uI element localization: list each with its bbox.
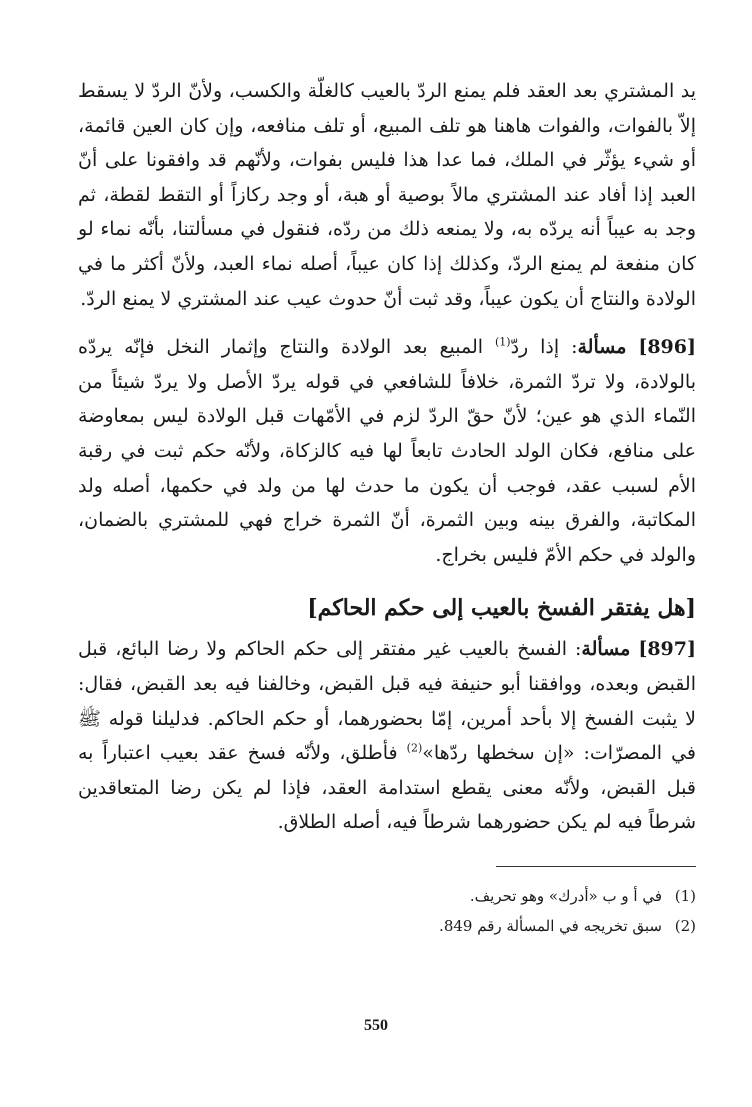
- paragraph-text: المبيع بعد الولادة والنتاج وإثمار النخل فإنّه يردّه بالولادة، ولا تردّ الثمرة، خلافاً للشافعي في قوله يردّ الأصل ولا يردّ شيئاً من النّماء الذي هو عين؛ لأنّ حقّ الردّ لزم في الأمّهات قبل الولادة ليس بمعاوضة على منافع، فكان الولد الحادث تابعاً لها فيه كالزكاة، ولأنّه حكم ثبت في رقبة الأم لسبب عقد، فوجب أن يكون ما حدث لها من ولد في حكمها، أصله ولد المكاتبة، والفرق بينه وبين الثمرة، أنّ الثمرة خراج فهي للمشتري بالضمان، والولد في حكم الأمّ فليس بخراج.: [78, 336, 696, 566]
- footnote-divider: [496, 866, 696, 867]
- section-heading: [هل يفتقر الفسخ بالعيب إلى حكم الحاكم]: [307, 595, 696, 622]
- footnote-text: في أ و ب «أدرك» وهو تحريف.: [469, 886, 662, 905]
- paragraph-text: : إذا ردّ: [510, 336, 578, 359]
- footnote-number: (2): [674, 916, 696, 935]
- footnote-ref-2: (2): [406, 741, 423, 755]
- footnote-ref-1: (1): [495, 335, 511, 349]
- page-body: [78, 74, 696, 941]
- paragraph-masala-896: [78, 330, 696, 572]
- issue-label: مسألة: [577, 336, 627, 359]
- paragraph-masala-897: [78, 632, 696, 840]
- footnote-number: (1): [674, 886, 696, 905]
- issue-label: مسألة: [581, 638, 631, 661]
- issue-number: [896]: [638, 336, 696, 359]
- paragraph-text: فأطلق، ولأنّه فسخ عقد بعيب اعتباراً به قبل القبض، ولأنّه معنى يقطع استدامة العقد، فإذا لم يكن رضا المتعاقدين شرطاً فيه لم يكن حضورهما شرطاً فيه، أصله الطلاق.: [78, 742, 696, 834]
- footnote-text: سبق تخريجه في المسألة رقم 849.: [439, 916, 662, 935]
- footnote-2: [78, 911, 696, 941]
- footnote-1: [78, 881, 696, 911]
- page-number: 550: [364, 1017, 388, 1034]
- paragraph-continuation: يد المشتري بعد العقد فلم يمنع الردّ بالعيب كالغلّة والكسب، ولأنّ الردّ لا يسقط إلاّ بالفوات، والفوات هاهنا هو تلف المبيع، أو تلف منافعه، وإن كان العين قائمة، أو شيء يؤثّر في الملك، فما عدا هذا فليس بفوات، ولأنّهم قد وافقونا على أنّ العبد إذا أفاد عند المشتري مالاً بوصية أو هبة، أو وجد ركازاً أو التقط لقطة، ثم وجد به عيباً أنه يردّه به، ولا يمنعه ذلك من ردّه، فنقول في مسألتنا، بأنّه نماء لو كان منفعة لم يمنع الردّ، وكذلك إذا كان عيباً، أصله نماء العبد، ولأنّ أكثر ما في الولادة والنتاج أن يكون عيباً، وقد ثبت أنّ حدوث عيب عند المشتري لا يمنع الردّ.: [78, 80, 697, 310]
- issue-number: [897]: [638, 638, 696, 661]
- paragraph-text: : الفسخ بالعيب غير مفتقر إلى حكم الحاكم ولا رضا البائع، قبل القبض وبعده، ووافقنا أبو حنيفة فيه قبل القبض، وخالفنا فيه بعد القبض، فقال: لا يثبت الفسخ إلا بأحد أمرين، إمّا بحضورهما، أو حكم الحاكم. فدليلنا قوله ﷺ في المصرّات: «إن سخطها ردّها»: [78, 638, 696, 765]
